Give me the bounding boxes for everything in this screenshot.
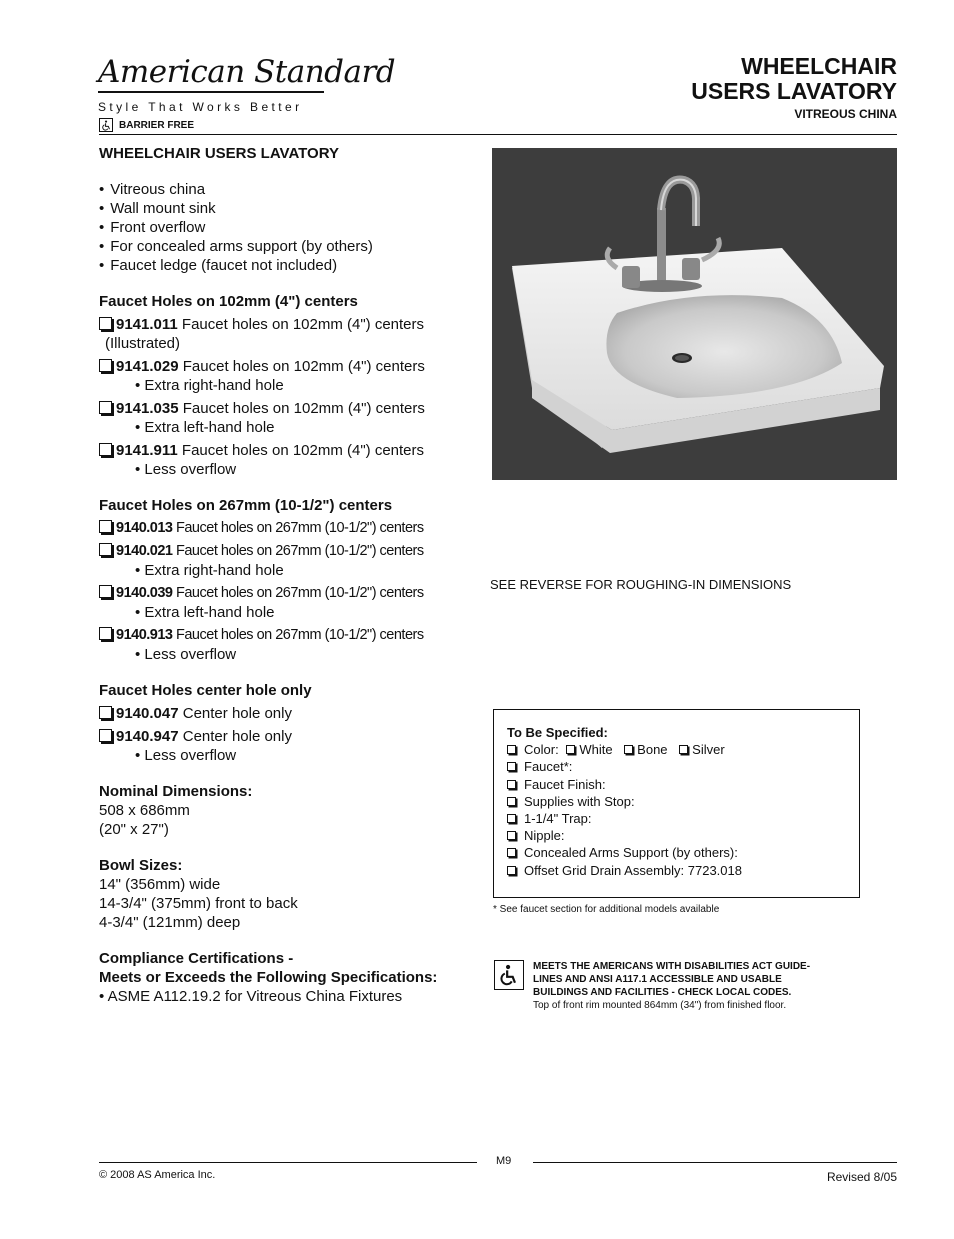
logo-rule: [98, 91, 324, 93]
option-code: 9140.039: [116, 585, 173, 601]
compliance-line: • ASME A112.19.2 for Vitreous China Fixtures: [99, 988, 403, 1005]
checkbox-icon[interactable]: [507, 762, 516, 771]
brand-name: American Standard: [98, 54, 396, 90]
option-desc: Faucet holes on 102mm (4") centers: [182, 358, 425, 375]
checkbox-icon[interactable]: [99, 585, 112, 598]
spec-item: [507, 776, 846, 793]
checkbox-icon[interactable]: [507, 745, 516, 754]
see-reverse-note: SEE REVERSE FOR ROUGHING-IN DIMENSIONS: [490, 577, 792, 592]
option-note: • Less overflow: [135, 646, 237, 663]
spec-item: [507, 758, 846, 775]
ada-line: BUILDINGS AND FACILITIES - CHECK LOCAL CODES.: [533, 987, 792, 998]
nominal-line: 508 x 686mm: [99, 802, 190, 819]
option-note: (Illustrated): [105, 335, 181, 352]
group-heading: Faucet Holes on 102mm (4") centers: [99, 293, 358, 310]
option-9140-013: [99, 519, 479, 538]
option-9140-047: [99, 704, 479, 723]
feature-item: • Front overflow: [99, 218, 479, 237]
spec-color-option: Bone: [637, 742, 668, 758]
checkbox-icon[interactable]: [99, 627, 112, 640]
option-code: 9141.029: [116, 358, 179, 375]
checkbox-icon[interactable]: [99, 520, 112, 533]
title-line1: WHEELCHAIR: [741, 53, 897, 79]
option-note: • Extra left-hand hole: [135, 604, 275, 621]
barrier-free-text: BARRIER FREE: [119, 119, 195, 131]
option-code: 9141.035: [116, 400, 179, 417]
checkbox-icon[interactable]: [679, 745, 688, 754]
checkbox-icon[interactable]: [99, 729, 112, 742]
page-number: M9: [496, 1155, 512, 1167]
copyright: © 2008 AS America Inc.: [99, 1169, 216, 1181]
feature-item: • Wall mount sink: [99, 199, 479, 218]
option-note: • Extra right-hand hole: [135, 562, 284, 579]
spec-item-label: Faucet*:: [524, 759, 573, 775]
option-desc: Center hole only: [182, 728, 292, 745]
spec-item: [507, 810, 846, 827]
barrier-free-label: [99, 118, 194, 132]
spec-item-label: Supplies with Stop:: [524, 793, 635, 809]
revised-date: Revised 8/05: [826, 1170, 897, 1184]
option-9140-021: [99, 542, 479, 580]
option-9141-011: [99, 315, 479, 353]
faucet-footnote: * See faucet section for additional models available: [493, 904, 720, 915]
option-code: 9141.011: [116, 316, 178, 333]
spec-item: [507, 844, 846, 861]
group-102mm: [99, 292, 479, 479]
option-code: 9140.013: [116, 520, 173, 536]
bowl-line: 14-3/4" (375mm) front to back: [99, 895, 298, 912]
spec-item-label: Nipple:: [524, 828, 565, 844]
spec-color-label: Color:: [524, 742, 559, 758]
checkbox-icon[interactable]: [99, 543, 112, 556]
ada-text: [533, 960, 810, 1012]
nominal-heading: Nominal Dimensions:: [99, 783, 253, 800]
option-code: 9140.913: [116, 627, 173, 643]
checkbox-icon[interactable]: [99, 401, 112, 414]
option-code: 9140.947: [116, 728, 179, 745]
bowl-heading: Bowl Sizes:: [99, 857, 183, 874]
footer-rule-left: [99, 1162, 477, 1163]
checkbox-icon[interactable]: [507, 814, 516, 823]
checkbox-icon[interactable]: [99, 317, 112, 330]
feature-item: • For concealed arms support (by others): [99, 237, 479, 256]
brand-tagline: Style That Works Better: [98, 100, 303, 114]
footer-rule-right: [533, 1162, 897, 1163]
spec-heading: To Be Specified:: [507, 725, 608, 740]
feature-item: • Vitreous china: [99, 180, 479, 199]
compliance: [99, 949, 479, 1006]
checkbox-icon[interactable]: [624, 745, 633, 754]
option-9140-913: [99, 626, 479, 664]
brand-logo: [98, 55, 395, 114]
ada-line: LINES AND ANSI A117.1 ACCESSIBLE AND USABLE: [533, 974, 782, 985]
option-desc: Center hole only: [182, 705, 292, 722]
wheelchair-icon: [494, 960, 524, 990]
option-9140-039: [99, 584, 479, 622]
spec-color-option: Silver: [692, 742, 725, 758]
title-subtitle: VITREOUS CHINA: [794, 107, 897, 121]
bowl-sizes: [99, 856, 479, 932]
title-block: [691, 54, 897, 121]
spec-item: [507, 793, 846, 810]
option-desc: Faucet holes on 267mm (10-1/2") centers: [176, 627, 424, 643]
ada-notice: [494, 960, 810, 1012]
ada-line: Top of front rim mounted 864mm (34") from finished floor.: [533, 1000, 787, 1011]
checkbox-icon[interactable]: [99, 443, 112, 456]
feature-list: [99, 180, 479, 275]
option-note: • Extra left-hand hole: [135, 419, 275, 436]
bowl-line: 14" (356mm) wide: [99, 876, 221, 893]
checkbox-icon[interactable]: [507, 780, 516, 789]
option-desc: Faucet holes on 102mm (4") centers: [181, 442, 425, 459]
option-9141-029: [99, 357, 479, 395]
spec-item: [507, 827, 846, 844]
option-desc: Faucet holes on 267mm (10-1/2") centers: [176, 520, 424, 536]
wheelchair-icon: [99, 118, 113, 132]
spec-item-label: Offset Grid Drain Assembly: 7723.018: [524, 862, 742, 878]
option-desc: Faucet holes on 102mm (4") centers: [182, 400, 425, 417]
spec-item-label: Concealed Arms Support (by others):: [524, 845, 738, 861]
nominal-dimensions: [99, 782, 479, 839]
title-line2: USERS LAVATORY: [691, 78, 897, 104]
product-heading: WHEELCHAIR USERS LAVATORY: [99, 145, 340, 162]
spec-color-option: White: [579, 742, 613, 758]
nominal-line: (20" x 27"): [99, 821, 169, 838]
left-column: [99, 144, 479, 1006]
spec-box: [493, 709, 860, 898]
checkbox-icon[interactable]: [566, 745, 575, 754]
option-note: • Extra right-hand hole: [135, 377, 284, 394]
compliance-heading: Compliance Certifications -: [99, 950, 294, 967]
option-9141-035: [99, 399, 479, 437]
compliance-heading: Meets or Exceeds the Following Specifications:: [99, 969, 438, 986]
option-desc: Faucet holes on 102mm (4") centers: [181, 316, 425, 333]
checkbox-icon[interactable]: [507, 797, 516, 806]
bowl-line: 4-3/4" (121mm) deep: [99, 914, 241, 931]
option-code: 9141.911: [116, 442, 178, 459]
checkbox-icon[interactable]: [507, 866, 516, 875]
group-center-hole: [99, 681, 479, 765]
option-desc: Faucet holes on 267mm (10-1/2") centers: [176, 543, 424, 559]
spec-color-row: [507, 741, 846, 758]
checkbox-icon[interactable]: [507, 848, 516, 857]
spec-item-label: Faucet Finish:: [524, 776, 606, 792]
option-9140-947: [99, 727, 479, 765]
group-267mm: [99, 496, 479, 664]
group-heading: Faucet Holes on 267mm (10-1/2") centers: [99, 497, 393, 514]
option-code: 9140.021: [116, 543, 173, 559]
option-code: 9140.047: [116, 705, 179, 722]
option-desc: Faucet holes on 267mm (10-1/2") centers: [176, 585, 424, 601]
option-9141-911: [99, 441, 479, 479]
option-note: • Less overflow: [135, 747, 237, 764]
spec-item: [507, 862, 846, 879]
feature-item: • Faucet ledge (faucet not included): [99, 256, 479, 275]
checkbox-icon[interactable]: [99, 359, 112, 372]
ada-line: MEETS THE AMERICANS WITH DISABILITIES ACT GUIDE-: [533, 961, 811, 972]
spec-item-label: 1-1/4" Trap:: [524, 811, 592, 827]
group-heading: Faucet Holes center hole only: [99, 682, 312, 699]
header-rule: [99, 134, 897, 135]
product-photo: [492, 148, 897, 480]
checkbox-icon[interactable]: [507, 831, 516, 840]
checkbox-icon[interactable]: [99, 706, 112, 719]
option-note: • Less overflow: [135, 461, 237, 478]
